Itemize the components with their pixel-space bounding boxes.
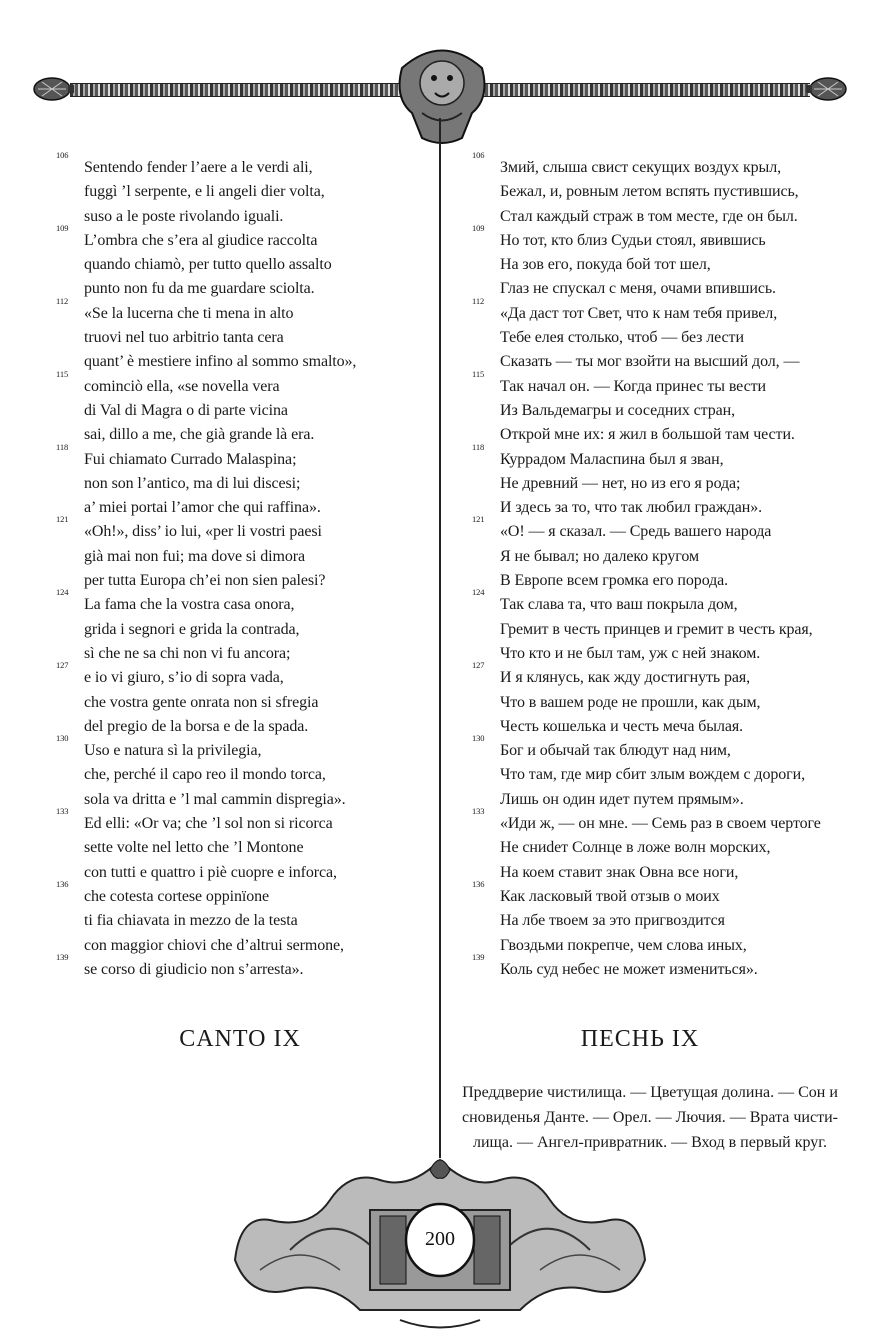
finial-right-icon bbox=[806, 74, 850, 104]
verse-text: «О! — я сказал. — Средь вашего народа bbox=[500, 523, 772, 541]
verse-text: Что там, где мир сбит злым вождем с дороги, bbox=[500, 766, 805, 784]
verse-text: quant’ è mestiere infino al sommo smalto», bbox=[84, 353, 357, 371]
verse-text: Открой мне их: я жил в большой там чести. bbox=[500, 426, 795, 444]
verse-text: На коем ставит знак Овна все ноги, bbox=[500, 863, 739, 881]
italian-verse-line bbox=[56, 150, 436, 180]
verse-text: Глаз не спускал с меня, очами впившись. bbox=[500, 280, 776, 298]
verse-text: На зов его, покуда бой тот шел, bbox=[500, 256, 711, 274]
verse-text: Гвоздьми покрепче, чем слова иных, bbox=[500, 936, 747, 954]
verse-text: sola va dritta e ’l mal cammin dispregia». bbox=[84, 790, 346, 808]
russian-verse-line bbox=[472, 514, 862, 544]
verse-text: con tutti e quattro i piè cuopre e inforca, bbox=[84, 863, 337, 881]
russian-verse-line bbox=[472, 277, 862, 301]
verse-number: 133 bbox=[56, 806, 69, 817]
russian-verse-line bbox=[472, 441, 862, 472]
russian-verse-line bbox=[472, 295, 862, 326]
verse-text: На лбе твоем за это пригвоздится bbox=[500, 912, 725, 930]
verse-text: Не сниdет Солнце в ложе волн морских, bbox=[500, 839, 771, 857]
italian-verse-line bbox=[56, 951, 436, 982]
verse-text: Честь кошелька и честь меча былая. bbox=[500, 717, 743, 735]
verse-text: Змий, слыша свист секущих воздух крыл, bbox=[500, 159, 781, 176]
russian-verse-line bbox=[472, 205, 862, 229]
italian-verse-line bbox=[56, 715, 436, 739]
italian-verse-line bbox=[56, 660, 436, 690]
verse-number: 109 bbox=[472, 222, 485, 233]
verse-text: «Oh!», diss’ io lui, «per li vostri paesi bbox=[84, 523, 322, 541]
italian-verse-line bbox=[56, 222, 436, 253]
verse-text: «Se la lucerna che ti mena in alto bbox=[84, 304, 294, 322]
verse-text: fuggì ’l serpente, e li angeli dier volta, bbox=[84, 183, 325, 201]
russian-verse-line bbox=[472, 715, 862, 739]
italian-verse-line bbox=[56, 836, 436, 860]
italian-verse-line bbox=[56, 423, 436, 447]
italian-verse-line bbox=[56, 205, 436, 229]
verse-text: truovi nel tuo arbitrio tanta cera bbox=[84, 329, 284, 347]
ornament-rod-right bbox=[470, 83, 810, 97]
verse-text: В Европе всем громка его порода. bbox=[500, 572, 729, 590]
russian-verse-line bbox=[472, 472, 862, 496]
verse-text: «Да даст тот Свет, что к нам тебя привел, bbox=[500, 304, 778, 322]
verse-number: 109 bbox=[56, 222, 69, 233]
verse-text: Ed elli: «Or va; che ’l sol non si ricorca bbox=[84, 815, 333, 833]
russian-verse-line bbox=[472, 350, 862, 374]
russian-verse-line bbox=[472, 878, 862, 909]
verse-text: «Иди ж, — он мне. — Семь раз в своем чертоге bbox=[500, 815, 821, 833]
italian-verse-line bbox=[56, 545, 436, 569]
verse-text: Как ласковый твой отзыв о моих bbox=[500, 887, 720, 905]
russian-verse-line bbox=[472, 733, 862, 763]
verse-number: 115 bbox=[472, 368, 485, 379]
italian-verse-line bbox=[56, 180, 436, 204]
verse-text: che vostra gente onrata non si sfregia bbox=[84, 693, 319, 711]
russian-verse-line bbox=[472, 399, 862, 423]
verse-number: 130 bbox=[56, 733, 69, 744]
verse-number: 121 bbox=[472, 514, 485, 525]
verse-text: che cotesta cortese oppinïone bbox=[84, 887, 270, 905]
italian-verse-line bbox=[56, 934, 436, 958]
russian-column bbox=[472, 150, 862, 982]
russian-verse-line bbox=[472, 691, 862, 715]
russian-verse-line bbox=[472, 788, 862, 812]
verse-text: Что в вашем роде не прошли, как дым, bbox=[500, 693, 761, 711]
verse-number: 121 bbox=[56, 514, 69, 525]
verse-text: quando chiamò, per tutto quello assalto bbox=[84, 256, 332, 274]
canto-heading-italian: CANTO IX bbox=[179, 1026, 301, 1052]
verse-number: 124 bbox=[56, 587, 69, 598]
verse-text: a’ miei portai l’amor che qui raffina». bbox=[84, 499, 321, 517]
russian-verse-line bbox=[472, 253, 862, 277]
russian-verse-line bbox=[472, 423, 862, 447]
verse-text: L’ombra che s’era al giudice raccolta bbox=[84, 231, 318, 249]
verse-text: Sentendo fender l’aere a le verdi ali, bbox=[84, 159, 313, 176]
italian-verse-line bbox=[56, 642, 436, 666]
verse-text: Бежал, и, ровным летом вспять пустившись, bbox=[500, 183, 799, 201]
verse-text: punto non fu da me guardare sciolta. bbox=[84, 280, 315, 298]
verse-text: del pregio de la borsa e de la spada. bbox=[84, 717, 309, 735]
verse-text: sì che ne sa chi non vi fu ancora; bbox=[84, 644, 291, 662]
verse-text: grida i segnori e grida la contrada, bbox=[84, 620, 300, 638]
russian-verse-line bbox=[472, 660, 862, 690]
italian-verse-line bbox=[56, 399, 436, 423]
italian-verse-line bbox=[56, 350, 436, 374]
russian-verse-line bbox=[472, 569, 862, 593]
verse-text: Uso e natura sì la privilegia, bbox=[84, 742, 262, 760]
verse-number: 118 bbox=[56, 441, 69, 452]
verse-number: 139 bbox=[56, 951, 69, 962]
italian-verse-line bbox=[56, 788, 436, 812]
verse-text: Я не бывал; но далеко кругом bbox=[500, 547, 699, 565]
russian-verse-line bbox=[472, 618, 862, 642]
page-number: 200 bbox=[425, 1228, 455, 1250]
italian-verse-line bbox=[56, 618, 436, 642]
verse-text: Куррадом Маласпина был я зван, bbox=[500, 450, 724, 468]
italian-verse-line bbox=[56, 691, 436, 715]
verse-text: già mai non fui; ma dove si dimora bbox=[84, 547, 305, 565]
italian-verse-line bbox=[56, 277, 436, 301]
italian-verse-line bbox=[56, 878, 436, 909]
italian-verse-line bbox=[56, 763, 436, 787]
column-divider bbox=[439, 118, 441, 1158]
russian-verse-line bbox=[472, 180, 862, 204]
verse-text: sette volte nel letto che ’l Montone bbox=[84, 839, 304, 857]
verse-text: Что кто и не был там, уж с ней знаком. bbox=[500, 644, 761, 662]
verse-text: И я клянусь, как жду достигнуть рая, bbox=[500, 669, 751, 687]
verse-text: che, perché il capo reo il mondo torca, bbox=[84, 766, 326, 784]
verse-text: Коль суд небес не может измениться». bbox=[500, 960, 758, 978]
verse-text: suso a le poste rivolando iguali. bbox=[84, 207, 284, 225]
russian-verse-line bbox=[472, 934, 862, 958]
verse-text: Не древний — нет, но из его я рода; bbox=[500, 474, 741, 492]
finial-left-icon bbox=[30, 74, 74, 104]
verse-number: 139 bbox=[472, 951, 485, 962]
verse-number: 127 bbox=[472, 660, 485, 671]
russian-verse-line bbox=[472, 150, 862, 180]
italian-verse-line bbox=[56, 295, 436, 326]
russian-verse-line bbox=[472, 368, 862, 399]
verse-number: 124 bbox=[472, 587, 485, 598]
russian-verse-line bbox=[472, 222, 862, 253]
russian-verse-line bbox=[472, 951, 862, 982]
verse-number: 115 bbox=[56, 368, 69, 379]
verse-text: Лишь он один идет путем прямым». bbox=[500, 790, 744, 808]
canto-argument: Преддверие чистилища. — Цветущая долина. — Сон и сновиденья Данте. — Орел. — Лючия. — Врата чисти-лища. — Ангел-привратник. — Вход в первый круг. bbox=[462, 1084, 838, 1151]
ornament-rod-left bbox=[70, 83, 415, 97]
verse-text: sai, dillo a me, che già grande là era. bbox=[84, 426, 315, 444]
russian-verse-line bbox=[472, 909, 862, 933]
russian-verse-line bbox=[472, 326, 862, 350]
russian-verse-line bbox=[472, 861, 862, 885]
italian-verse-line bbox=[56, 326, 436, 350]
italian-verse-line bbox=[56, 909, 436, 933]
verse-text: con maggior chiovi che d’altrui sermone, bbox=[84, 936, 344, 954]
verse-text: per tutta Europa ch’ei non sien palesi? bbox=[84, 572, 326, 590]
verse-text: cominciò ella, «se novella vera bbox=[84, 377, 280, 395]
lion-mask-icon bbox=[392, 38, 492, 148]
verse-number: 112 bbox=[56, 295, 69, 306]
italian-verse-line bbox=[56, 733, 436, 763]
verse-text: Тебе елея столько, чтоб — без лести bbox=[500, 329, 744, 347]
verse-text: Из Вальдемагры и соседних стран, bbox=[500, 401, 736, 419]
russian-verse-line bbox=[472, 496, 862, 520]
italian-verse-line bbox=[56, 806, 436, 836]
russian-verse-line bbox=[472, 642, 862, 666]
verse-text: ti fia chiavata in mezzo de la testa bbox=[84, 912, 298, 930]
italian-verse-line bbox=[56, 496, 436, 520]
italian-column bbox=[56, 150, 436, 982]
verse-number: 136 bbox=[472, 878, 485, 889]
verse-text: Так слава та, что ваш покрыла дом, bbox=[500, 596, 738, 614]
italian-verse-line bbox=[56, 514, 436, 544]
verse-number: 112 bbox=[472, 295, 485, 306]
verse-text: di Val di Magra o di parte vicina bbox=[84, 401, 288, 419]
verse-text: se corso di giudicio non s’arresta». bbox=[84, 960, 304, 978]
russian-verse-line bbox=[472, 545, 862, 569]
verse-text: Fui chiamato Currado Malaspina; bbox=[84, 450, 297, 468]
russian-verse-line bbox=[472, 836, 862, 860]
italian-verse-line bbox=[56, 587, 436, 617]
verse-number: 130 bbox=[472, 733, 485, 744]
canto-heading-russian: ПЕСНЬ IX bbox=[580, 1026, 700, 1052]
italian-verse-line bbox=[56, 253, 436, 277]
italian-verse-line bbox=[56, 441, 436, 472]
verse-number: 133 bbox=[472, 806, 485, 817]
verse-number: 118 bbox=[472, 441, 485, 452]
italian-verse-line bbox=[56, 472, 436, 496]
italian-verse-line bbox=[56, 861, 436, 885]
verse-number: 127 bbox=[56, 660, 69, 671]
russian-verse-line bbox=[472, 763, 862, 787]
verse-number: 106 bbox=[472, 150, 485, 160]
russian-verse-line bbox=[472, 806, 862, 836]
verse-text: e io vi giuro, s’io di sopra vada, bbox=[84, 669, 284, 687]
verse-number: 136 bbox=[56, 878, 69, 889]
verse-text: La fama che la vostra casa onora, bbox=[84, 596, 295, 614]
italian-verse-line bbox=[56, 569, 436, 593]
verse-text: Но тот, кто близ Судьи стоял, явившись bbox=[500, 231, 766, 249]
verse-text: Гремит в честь принцев и гремит в честь края, bbox=[500, 620, 813, 638]
verse-text: non son l’antico, ma di lui discesi; bbox=[84, 474, 301, 492]
verse-text: Так начал он. — Когда принес ты вести bbox=[500, 377, 766, 395]
verse-text: Сказать — ты мог взойти на высший дол, — bbox=[500, 353, 800, 371]
verse-text: И здесь за то, что так любил граждан». bbox=[500, 499, 763, 517]
verse-text: Стал каждый страж в том месте, где он был. bbox=[500, 207, 798, 225]
verse-number: 106 bbox=[56, 150, 69, 160]
italian-verse-line bbox=[56, 368, 436, 399]
russian-verse-line bbox=[472, 587, 862, 617]
verse-text: Бог и обычай так блюдут над ним, bbox=[500, 742, 731, 760]
